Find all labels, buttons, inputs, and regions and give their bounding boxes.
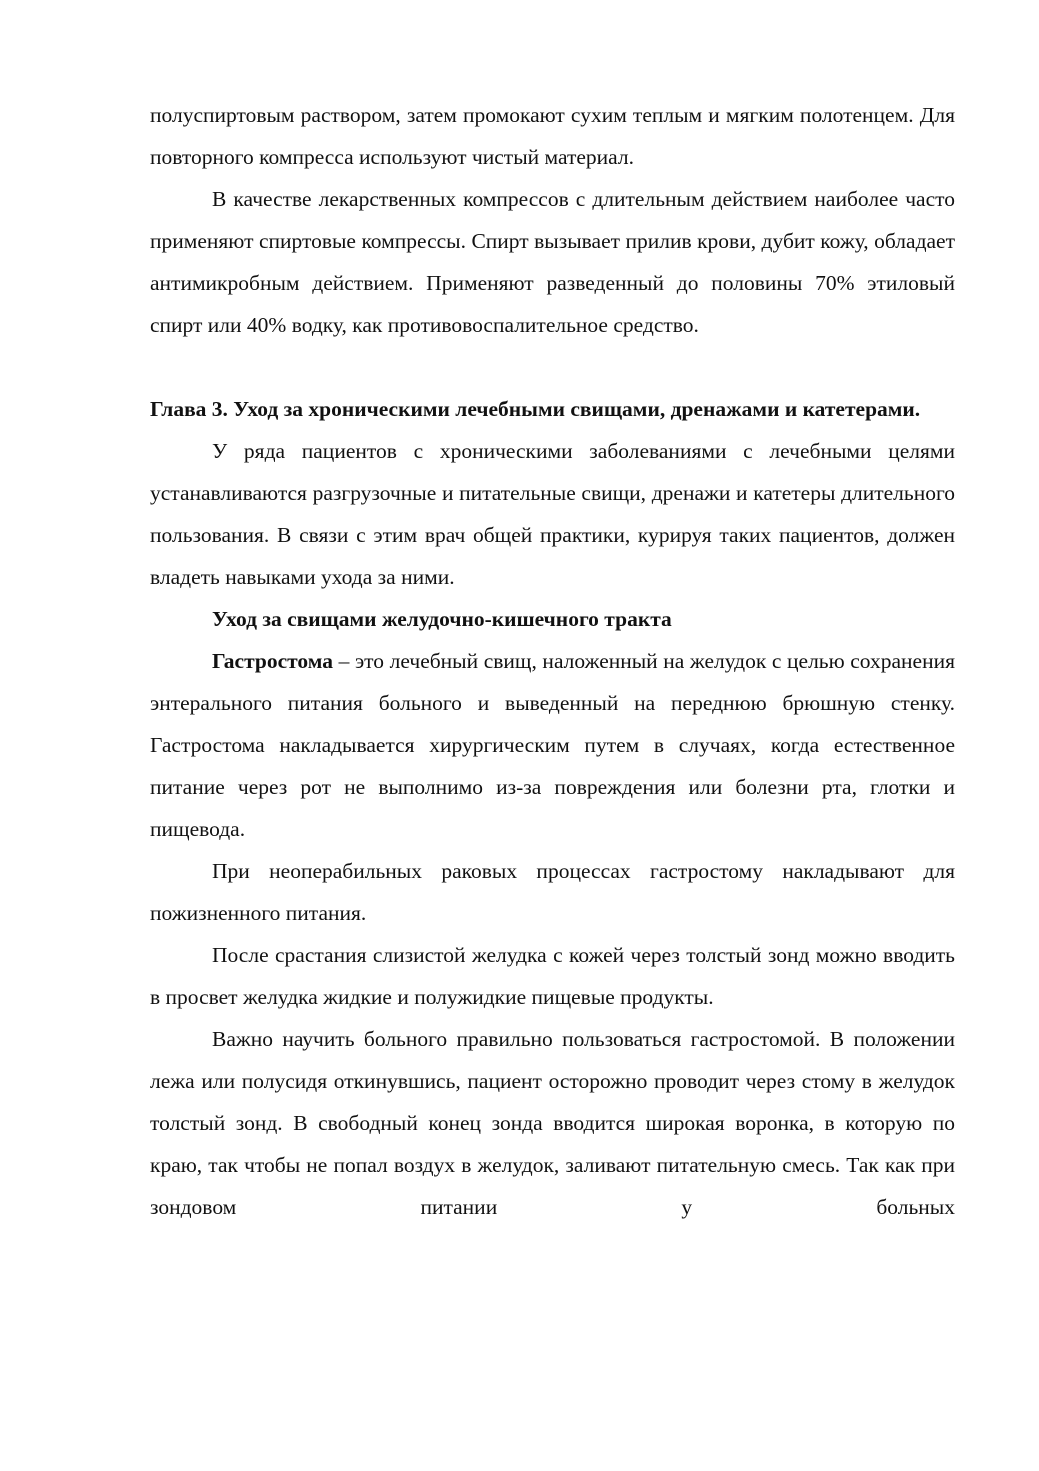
paragraph-inoperable-cancer: При неоперабильных раковых процессах гастростому накладывают для пожизненного питания. (150, 859, 955, 925)
section-subheading: Уход за свищами желудочно-кишечного тракта (212, 607, 672, 631)
paragraph-alcohol-compress: В качестве лекарственных компрессов с длительным действием наиболее часто применяют спиртовые компрессы. Спирт вызывает прилив крови, дубит кожу, обладает антимикробным действием. Применяют разведенный до половины 70% этиловый спирт или 40% водку, как противовоспалительное средство. (150, 187, 955, 337)
paragraph-chronic-patients: У ряда пациентов с хроническими заболеваниями с лечебными целями устанавливаются разгрузочные и питательные свищи, дренажи и катетеры длительного пользования. В связи с этим врач общей практики, курируя таких пациентов, должен владеть навыками ухода за ними. (150, 439, 955, 589)
paragraph-gastrostomy-definition (150, 640, 955, 850)
chapter-heading: Глава 3. Уход за хроническими лечебными свищами, дренажами и катетерами. (150, 397, 921, 421)
gastrostomy-definition-text: – это лечебный свищ, наложенный на желудок с целью сохранения энтерального питания больного и выведенный на переднюю брюшную стенку. Гастростома накладывается хирургическим путем в случаях, когда естественное питание через рот не выполнимо из-за повреждения или болезни рта, глотки и пищевода. (150, 649, 955, 841)
term-gastrostomy: Гастростома (212, 649, 334, 673)
paragraph-patient-training: Важно научить больного правильно пользоваться гастростомой. В положении лежа или полусидя откинувшись, пациент осторожно проводит через стому в желудок толстый зонд. В свободный конец зонда вводится широкая воронка, в которую по краю, так чтобы не попал воздух в желудок, заливают питательную смесь. Так как при зондовом питании у больных (150, 1027, 955, 1219)
document-page (150, 94, 955, 1228)
paragraph-after-fusion: После срастания слизистой желудка с кожей через толстый зонд можно вводить в просвет желудка жидкие и полужидкие пищевые продукты. (150, 943, 955, 1009)
paragraph-compress-continuation: полуспиртовым раствором, затем промокают сухим теплым и мягким полотенцем. Для повторного компресса используют чистый материал. (150, 103, 955, 169)
